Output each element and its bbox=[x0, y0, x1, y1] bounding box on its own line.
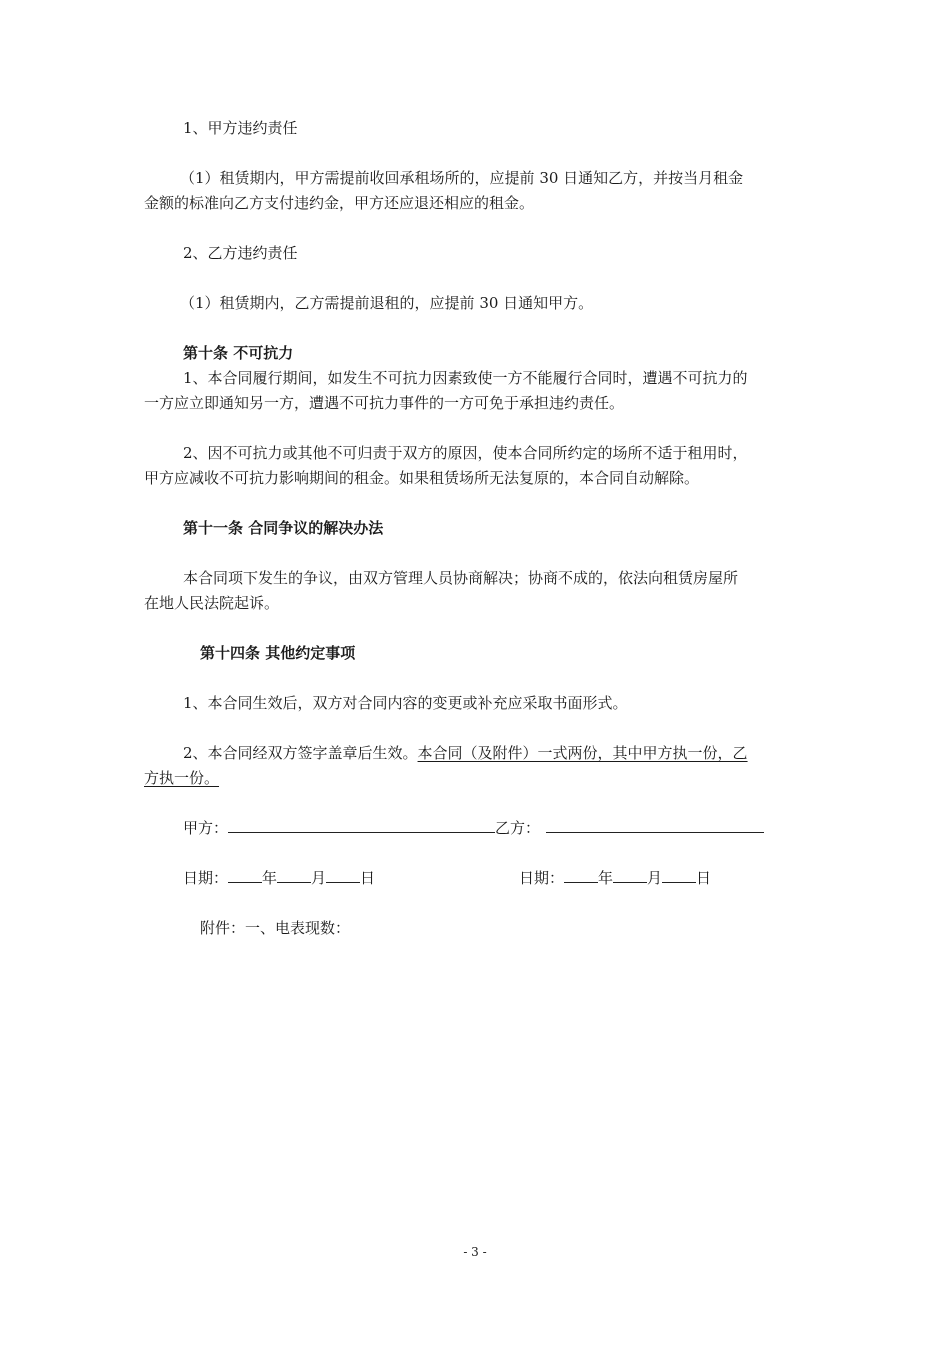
attachment-line: 附件：一、电表现数： bbox=[200, 919, 351, 937]
clause-party-a-breach-heading: 1、甲方违约责任 bbox=[183, 119, 298, 137]
article-10-heading: 第十条 不可抗力 bbox=[183, 344, 294, 362]
day-label-b: 日 bbox=[696, 869, 712, 887]
year-label-b: 年 bbox=[598, 869, 614, 887]
clause-party-a-breach-line1: （1）租赁期内，甲方需提前收回承租场所的，应提前 30 日通知乙方，并按当月租金 bbox=[180, 169, 744, 187]
article-14-item2-underlined: 本合同（及附件）一式两份，其中甲方执一份，乙 bbox=[417, 744, 748, 762]
party-b-label: 乙方： bbox=[495, 819, 541, 837]
month-label-b: 月 bbox=[647, 869, 663, 887]
date-row-party-b bbox=[519, 865, 711, 892]
year-label-a: 年 bbox=[262, 869, 278, 887]
article-14-item2-text: 2、本合同经双方签字盖章后生效。 bbox=[183, 744, 418, 762]
article-14-heading: 第十四条 其他约定事项 bbox=[200, 644, 356, 662]
month-line-a[interactable] bbox=[277, 868, 311, 883]
party-b-signature-line[interactable] bbox=[546, 818, 764, 833]
month-label-a: 月 bbox=[311, 869, 327, 887]
article-10-item2-line2: 甲方应减收不可抗力影响期间的租金。如果租赁场所无法复原的，本合同自动解除。 bbox=[144, 469, 700, 487]
date-label-b: 日期： bbox=[519, 869, 565, 887]
article-14-item1: 1、本合同生效后，双方对合同内容的变更或补充应采取书面形式。 bbox=[183, 694, 628, 712]
article-10-item1-line2: 一方应立即通知另一方，遭遇不可抗力事件的一方可免于承担违约责任。 bbox=[144, 394, 625, 412]
article-11-body-line1: 本合同项下发生的争议，由双方管理人员协商解决；协商不成的，依法向租赁房屋所 bbox=[183, 569, 739, 587]
page-number: - 3 - bbox=[463, 1245, 487, 1259]
article-11-heading: 第十一条 合同争议的解决办法 bbox=[183, 519, 384, 537]
article-11-body-line2: 在地人民法院起诉。 bbox=[144, 594, 280, 612]
date-row-party-a bbox=[183, 865, 375, 892]
party-a-signature-line[interactable] bbox=[228, 818, 495, 833]
article-14-item2-line1 bbox=[183, 740, 748, 767]
clause-party-b-breach-heading: 2、乙方违约责任 bbox=[183, 244, 298, 262]
signature-row bbox=[183, 815, 764, 842]
clause-party-b-breach-line1: （1）租赁期内，乙方需提前退租的，应提前 30 日通知甲方。 bbox=[180, 294, 594, 312]
clause-party-a-breach-line2: 金额的标准向乙方支付违约金，甲方还应退还相应的租金。 bbox=[144, 194, 535, 212]
day-line-b[interactable] bbox=[662, 868, 696, 883]
party-a-label: 甲方： bbox=[183, 819, 229, 837]
day-line-a[interactable] bbox=[326, 868, 360, 883]
year-line-b[interactable] bbox=[564, 868, 598, 883]
day-label-a: 日 bbox=[360, 869, 376, 887]
article-14-item2-line2: 方执一份。 bbox=[144, 769, 220, 787]
article-10-item2-line1: 2、因不可抗力或其他不可归责于双方的原因，使本合同所约定的场所不适于租用时， bbox=[183, 444, 748, 462]
year-line-a[interactable] bbox=[228, 868, 262, 883]
month-line-b[interactable] bbox=[613, 868, 647, 883]
article-10-item1-line1: 1、本合同履行期间，如发生不可抗力因素致使一方不能履行合同时，遭遇不可抗力的 bbox=[183, 369, 748, 387]
date-label-a: 日期： bbox=[183, 869, 229, 887]
